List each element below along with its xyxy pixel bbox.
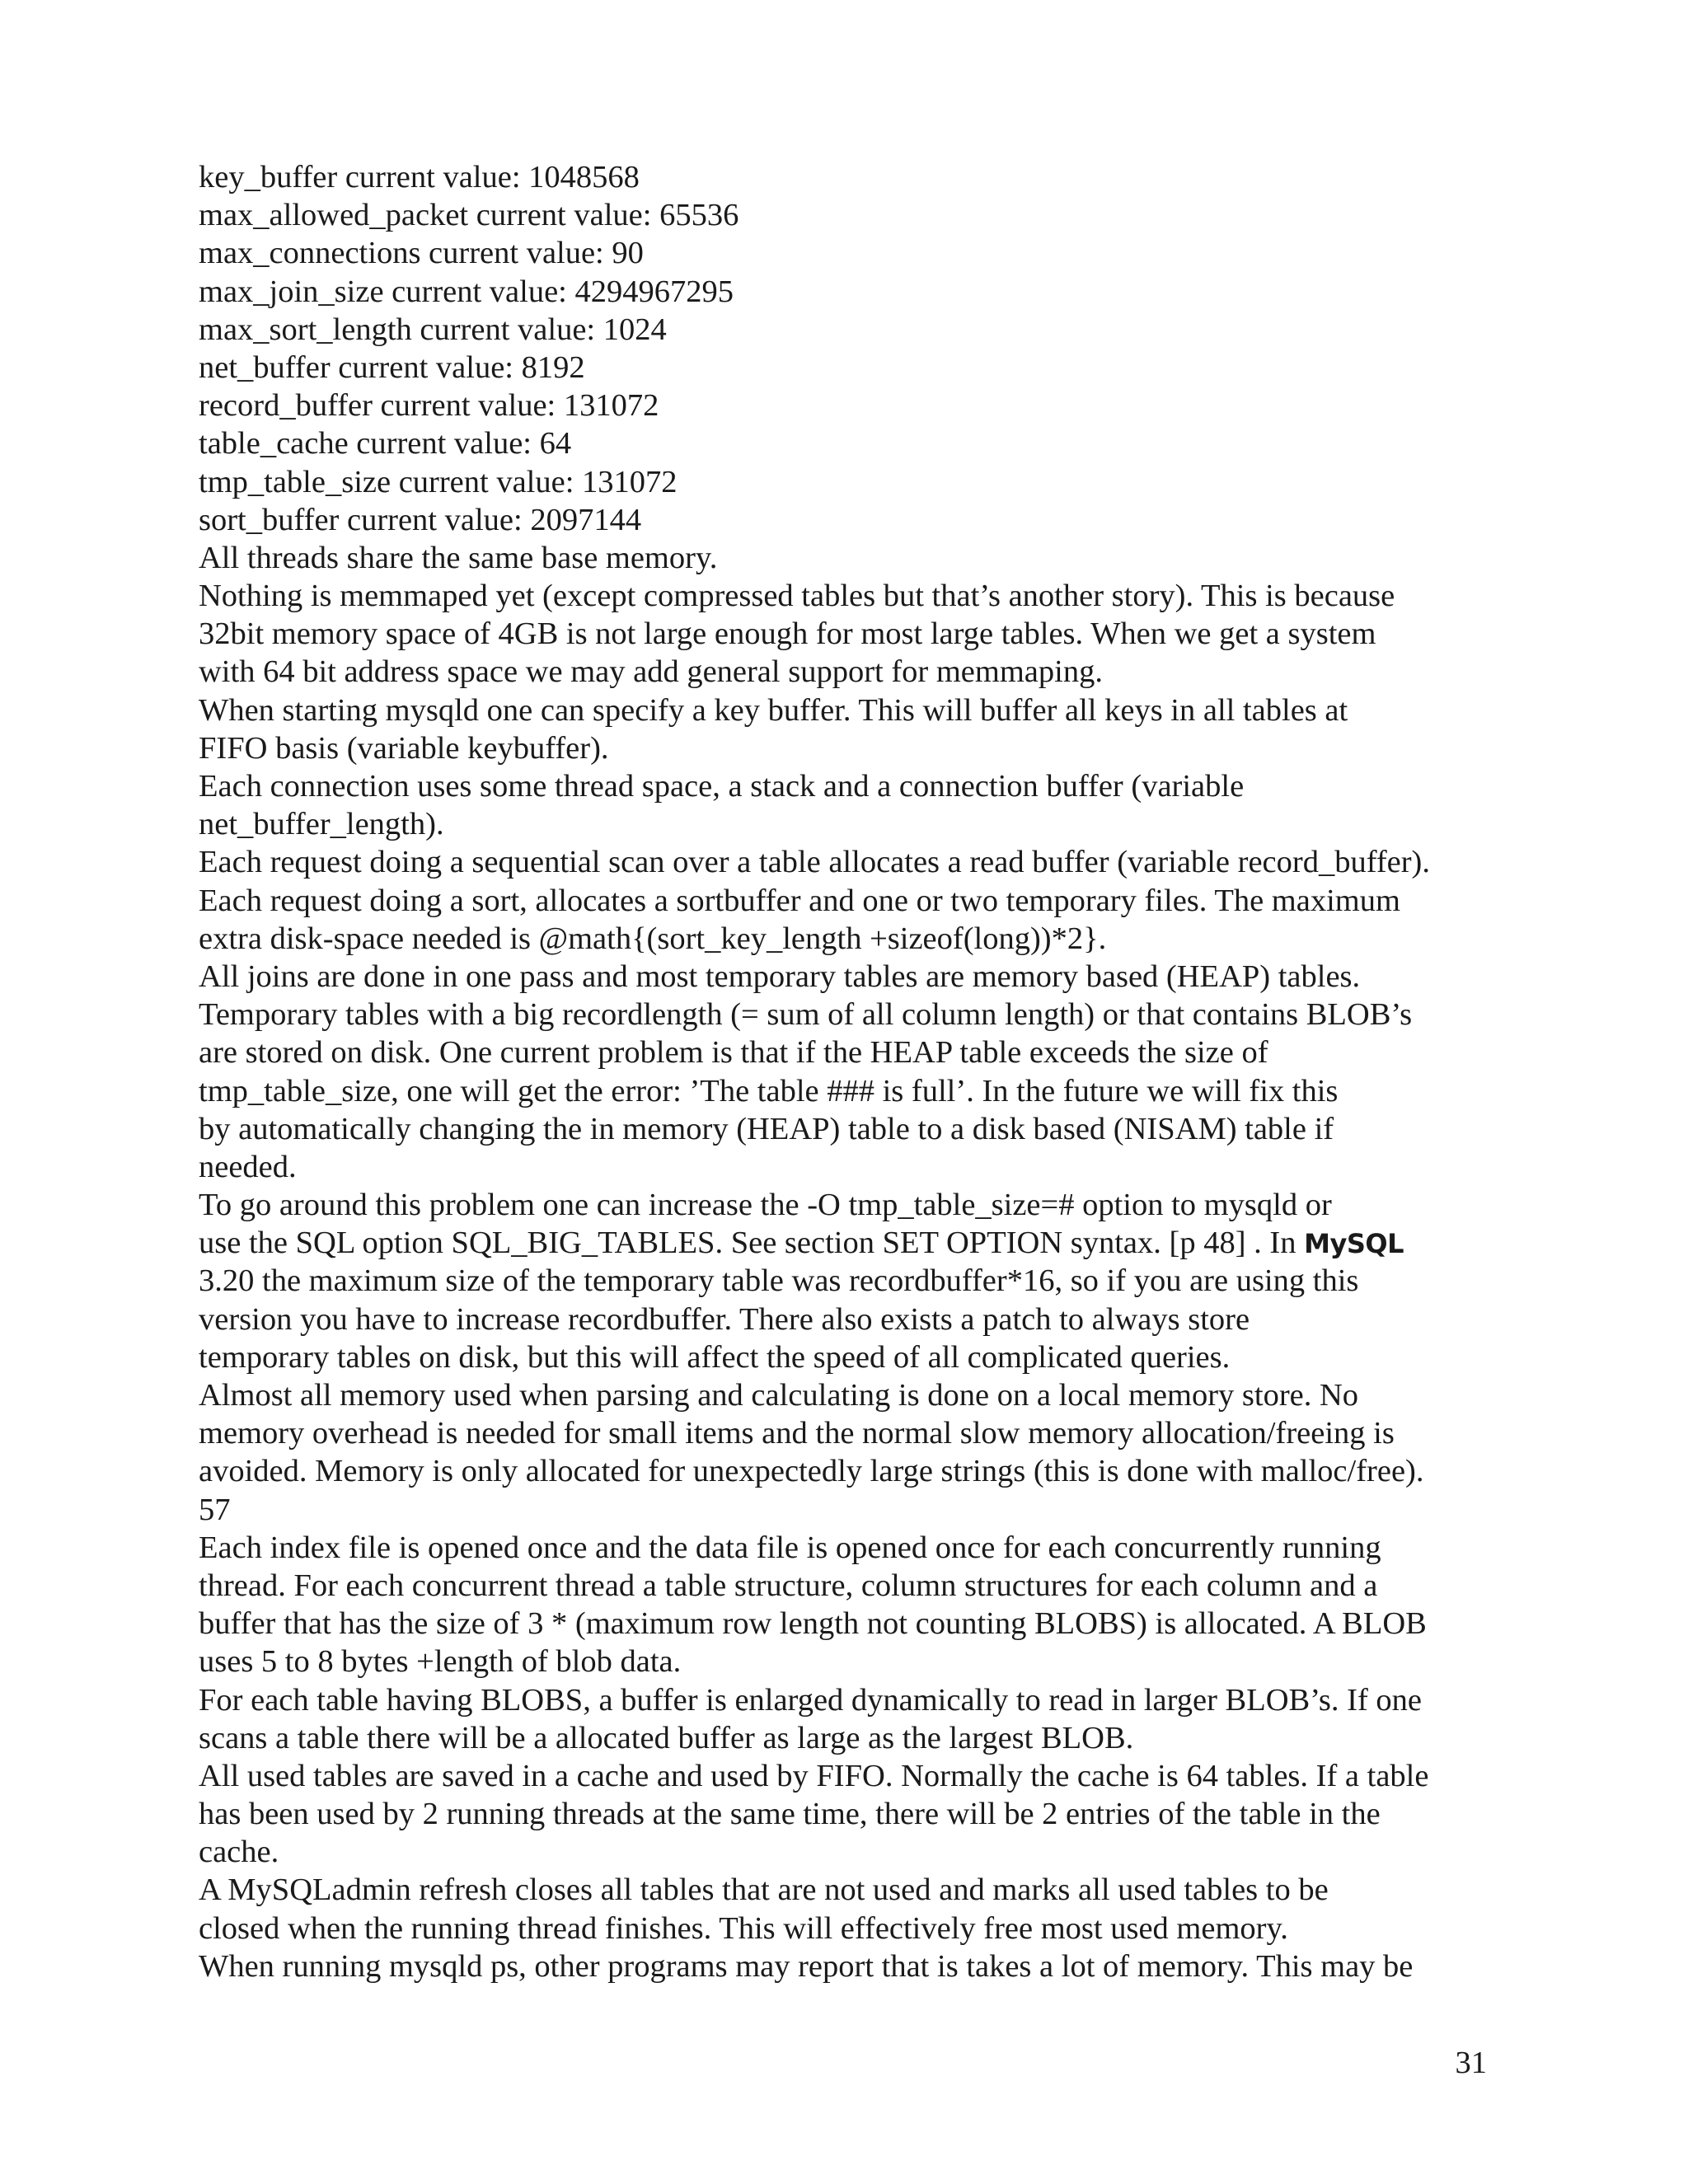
text-line-with-brand (199, 1224, 1501, 1262)
text-line: All threads share the same base memory. (199, 540, 718, 575)
text-line: by automatically changing the in memory (HEAP) table to a disk based (NISAM) table if (199, 1111, 1334, 1146)
text-line: To go around this problem one can increase the -O tmp_table_size=# option to mysqld or (199, 1188, 1332, 1223)
text-line: Each index file is opened once and the data file is opened once for each concurrently running (199, 1530, 1381, 1565)
text-segment: use the SQL option SQL_BIG_TABLES. See section SET OPTION syntax. [p 48] . In (199, 1226, 1305, 1261)
text-line: are stored on disk. One current problem is that if the HEAP table exceeds the size of (199, 1035, 1268, 1071)
text-line: tmp_table_size, one will get the error: ’The table ### is full’. In the future we will fix this (199, 1073, 1339, 1108)
text-line: with 64 bit address space we may add general support for memmaping. (199, 654, 1103, 690)
text-line: All joins are done in one pass and most temporary tables are memory based (HEAP) tables. (199, 958, 1361, 994)
text-line: Temporary tables with a big recordlength (= sum of all column length) or that contains BLOB’s (199, 997, 1413, 1033)
text-line: A MySQLadmin refresh closes all tables that are not used and marks all used tables to be (199, 1872, 1329, 1908)
text-line: buffer that has the size of 3 * (maximum row length not counting BLOBS) is allocated. A BLOB (199, 1606, 1427, 1642)
text-line: max_sort_length current value: 1024 (199, 312, 667, 347)
page-number: 31 (1455, 2046, 1487, 2080)
text-line: uses 5 to 8 bytes +length of blob data. (199, 1644, 682, 1680)
text-line: max_allowed_packet current value: 65536 (199, 198, 739, 233)
text-line: record_buffer current value: 131072 (199, 388, 659, 424)
text-line: extra disk-space needed is @math{(sort_key_length +sizeof(long))*2}. (199, 921, 1107, 956)
text-line: max_join_size current value: 4294967295 (199, 274, 734, 309)
text-line: 57 (199, 1492, 231, 1527)
text-line: When running mysqld ps, other programs may report that is takes a lot of memory. This may be (199, 1948, 1414, 1984)
text-line: When starting mysqld one can specify a key buffer. This will buffer all keys in all tables at (199, 692, 1348, 728)
text-line: sort_buffer current value: 2097144 (199, 502, 642, 537)
text-line: avoided. Memory is only allocated for unexpectedly large strings (this is done with malloc/free). (199, 1454, 1424, 1489)
text-line: closed when the running thread finishes. This will effectively free most used memory. (199, 1910, 1288, 1946)
text-line: Each connection uses some thread space, a stack and a connection buffer (variable (199, 769, 1245, 804)
text-line: Nothing is memmaped yet (except compressed tables but that’s another story). This is because (199, 579, 1395, 614)
text-line: memory overhead is needed for small items and the normal slow memory allocation/freeing is (199, 1416, 1395, 1451)
text-line: key_buffer current value: 1048568 (199, 160, 640, 194)
text-line: Each request doing a sequential scan over a table allocates a read buffer (variable record_buffer). (199, 845, 1430, 880)
text-line: cache. (199, 1835, 279, 1870)
text-line: net_buffer current value: 8192 (199, 349, 585, 385)
text-line: temporary tables on disk, but this will affect the speed of all complicated queries. (199, 1339, 1231, 1375)
text-line: thread. For each concurrent thread a table structure, column structures for each column and a (199, 1568, 1378, 1603)
text-line: 3.20 the maximum size of the temporary table was recordbuffer*16, so if you are using this (199, 1263, 1359, 1299)
mysql-brand-name: MySQL (1304, 1228, 1404, 1260)
text-line: All used tables are saved in a cache and used by FIFO. Normally the cache is 64 tables. If a table (199, 1758, 1429, 1793)
text-line: table_cache current value: 64 (199, 426, 572, 462)
text-line: needed. (199, 1149, 297, 1184)
text-line: version you have to increase recordbuffer. There also exists a patch to always store (199, 1301, 1250, 1337)
text-line: FIFO basis (variable keybuffer). (199, 730, 609, 766)
text-line: Almost all memory used when parsing and calculating is done on a local memory store. No (199, 1378, 1359, 1413)
text-line: net_buffer_length). (199, 807, 444, 842)
text-line: scans a table there will be a allocated buffer as large as the largest BLOB. (199, 1720, 1134, 1755)
text-line: tmp_table_size current value: 131072 (199, 464, 678, 499)
text-line: max_connections current value: 90 (199, 236, 644, 271)
text-line: Each request doing a sort, allocates a sortbuffer and one or two temporary files. The maximum (199, 883, 1400, 918)
text-line: has been used by 2 running threads at the same time, there will be 2 entries of the table in the (199, 1797, 1381, 1832)
text-line: For each table having BLOBS, a buffer is enlarged dynamically to read in larger BLOB’s. If one (199, 1682, 1422, 1718)
text-line: 32bit memory space of 4GB is not large enough for most large tables. When we get a system (199, 616, 1376, 652)
body-text (199, 158, 1501, 1985)
